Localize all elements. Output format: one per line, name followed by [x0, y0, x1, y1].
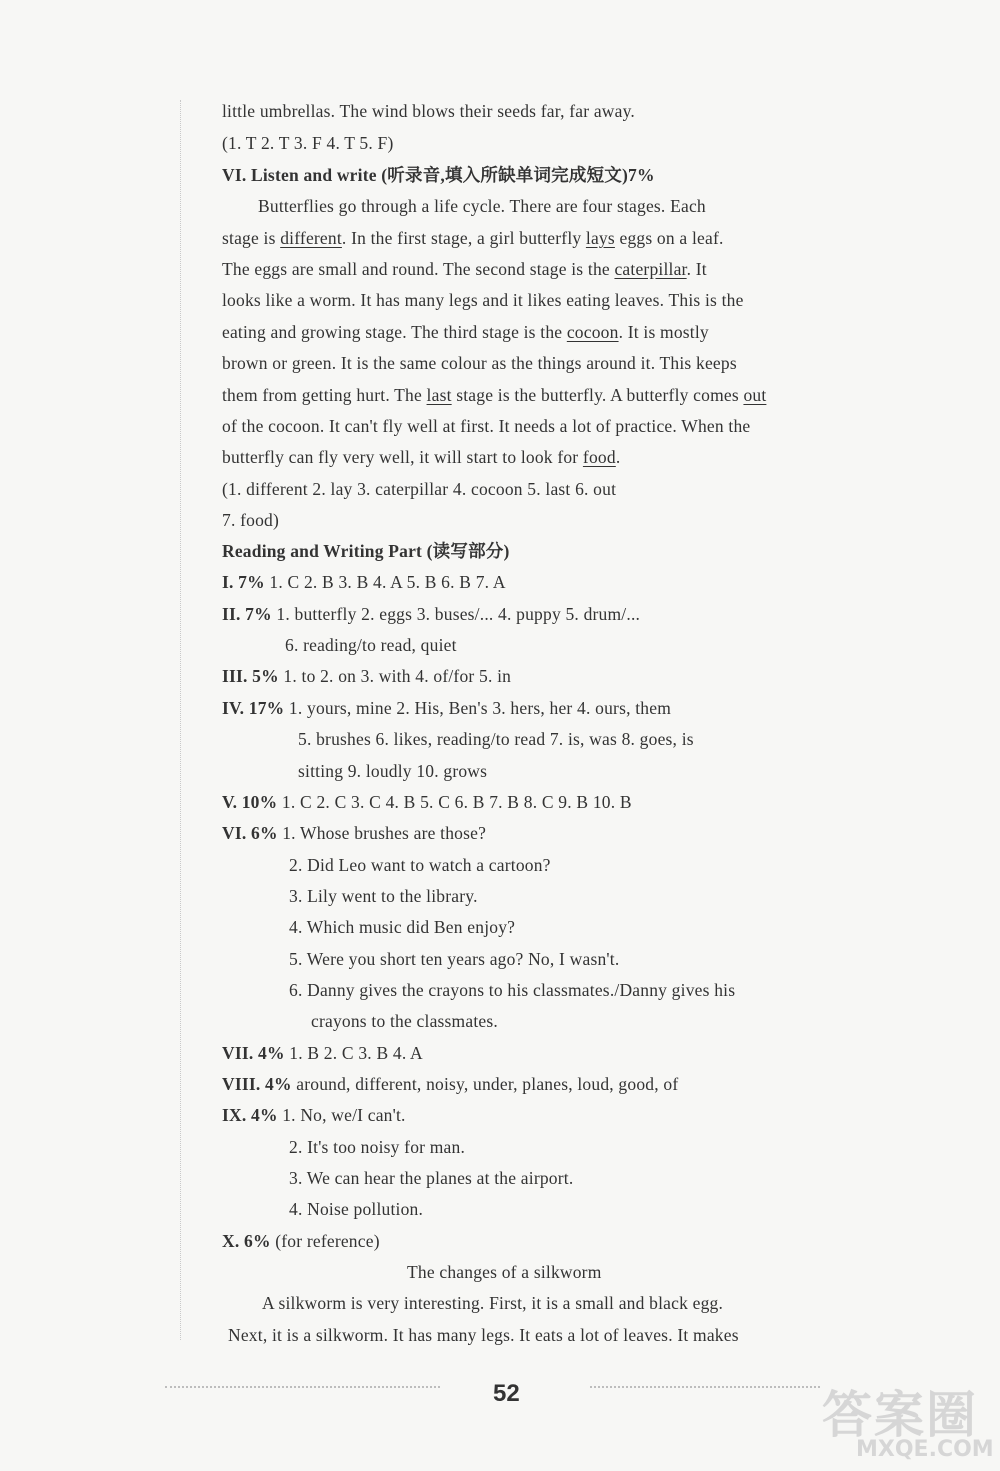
answer-row: VIII. 4% around, different, noisy, under, planes, loud, good, of: [222, 1074, 679, 1094]
paragraph-line: brown or green. It is the same colour as the things around it. This keeps: [222, 353, 737, 373]
page-number: 52: [493, 1380, 520, 1407]
answer-row: sitting 9. loudly 10. grows: [298, 761, 488, 781]
answer-word: lays: [585, 228, 615, 248]
essay-line: Next, it is a silkworm. It has many legs. It eats a lot of leaves. It makes: [228, 1325, 739, 1345]
answer-row: 6. reading/to read, quiet: [285, 635, 457, 655]
answer-row: 3. Lily went to the library.: [289, 886, 478, 906]
answer-row: X. 6% (for reference): [222, 1231, 380, 1251]
section-label: IX. 4%: [222, 1105, 278, 1125]
answer-word: cocoon: [566, 322, 619, 342]
answer-key-line: (1. different 2. lay 3. caterpillar 4. cocoon 5. last 6. out: [222, 479, 617, 499]
answer-key-line: (1. T 2. T 3. F 4. T 5. F): [222, 133, 394, 153]
answer-word: caterpillar: [614, 259, 687, 279]
answer-row: 3. We can hear the planes at the airport.: [289, 1168, 574, 1188]
binding-margin-line: [180, 100, 181, 1340]
answer-row: 5. brushes 6. likes, reading/to read 7. is, was 8. goes, is: [298, 729, 694, 749]
answer-row: IX. 4% 1. No, we/I can't.: [222, 1105, 406, 1125]
section-label: I. 7%: [222, 572, 265, 592]
answer-word: last: [426, 385, 452, 405]
answer-row: 4. Which music did Ben enjoy?: [289, 917, 516, 937]
section-label: V. 10%: [222, 792, 278, 812]
answer-row: 4. Noise pollution.: [289, 1199, 424, 1219]
paragraph-line: stage is different. In the first stage, a girl butterfly lays eggs on a leaf.: [222, 228, 724, 248]
paragraph-line: looks like a worm. It has many legs and it likes eating leaves. This is the: [222, 290, 744, 310]
section-label: II. 7%: [222, 604, 272, 624]
watermark-url: MXQE.COM: [856, 1437, 994, 1462]
answer-row: 5. Were you short ten years ago? No, I wasn't.: [289, 949, 620, 969]
answer-row: IV. 17% 1. yours, mine 2. His, Ben's 3. hers, her 4. ours, them: [222, 698, 672, 718]
paragraph-line: eating and growing stage. The third stage is the cocoon. It is mostly: [222, 322, 709, 342]
answer-row: 6. Danny gives the crayons to his classmates./Danny gives his: [289, 980, 736, 1000]
paragraph-line: them from getting hurt. The last stage is the butterfly. A butterfly comes out: [222, 385, 767, 405]
section-label: IV. 17%: [222, 698, 285, 718]
paragraph-line: of the cocoon. It can't fly well at first. It needs a lot of practice. When the: [222, 416, 751, 436]
answer-row: VI. 6% 1. Whose brushes are those?: [222, 823, 487, 843]
answer-row: III. 5% 1. to 2. on 3. with 4. of/for 5. in: [222, 666, 512, 686]
answer-row: I. 7% 1. C 2. B 3. B 4. A 5. B 6. B 7. A: [222, 572, 506, 592]
answer-row: II. 7% 1. butterfly 2. eggs 3. buses/... 4. puppy 5. drum/...: [222, 604, 641, 624]
paragraph-line: butterfly can fly very well, it will start to look for food.: [222, 447, 621, 467]
answer-word: food: [582, 447, 616, 467]
watermark-logo: [818, 1375, 998, 1471]
answer-word: out: [743, 385, 767, 405]
answer-row: 2. It's too noisy for man.: [289, 1137, 466, 1157]
section-heading: VI. Listen and write (听录音,填入所缺单词完成短文)7%: [222, 165, 655, 185]
answer-row: V. 10% 1. C 2. C 3. C 4. B 5. C 6. B 7. B 8. C 9. B 10. B: [222, 792, 632, 812]
answer-row: crayons to the classmates.: [311, 1011, 498, 1031]
footer-rule-left: [165, 1386, 440, 1388]
answer-row: 2. Did Leo want to watch a cartoon?: [289, 855, 551, 875]
essay-line: A silkworm is very interesting. First, it is a small and black egg.: [262, 1293, 724, 1313]
watermark-text: 答案圈: [822, 1386, 978, 1444]
paragraph-line: The eggs are small and round. The second stage is the caterpillar. It: [222, 259, 707, 279]
answer-word: different: [280, 228, 342, 248]
paragraph-line: Butterflies go through a life cycle. There are four stages. Each: [258, 196, 706, 216]
section-label: VII. 4%: [222, 1043, 285, 1063]
essay-title: The changes of a silkworm: [407, 1262, 602, 1282]
part-heading: Reading and Writing Part (读写部分): [222, 541, 510, 561]
answer-key-line: 7. food): [222, 510, 280, 530]
answer-row: VII. 4% 1. B 2. C 3. B 4. A: [222, 1043, 423, 1063]
section-label: VI. 6%: [222, 823, 278, 843]
footer-rule-right: [590, 1386, 820, 1388]
section-label: III. 5%: [222, 666, 279, 686]
text-line: little umbrellas. The wind blows their seeds far, far away.: [222, 101, 635, 121]
section-label: X. 6%: [222, 1231, 271, 1251]
section-label: VIII. 4%: [222, 1074, 292, 1094]
